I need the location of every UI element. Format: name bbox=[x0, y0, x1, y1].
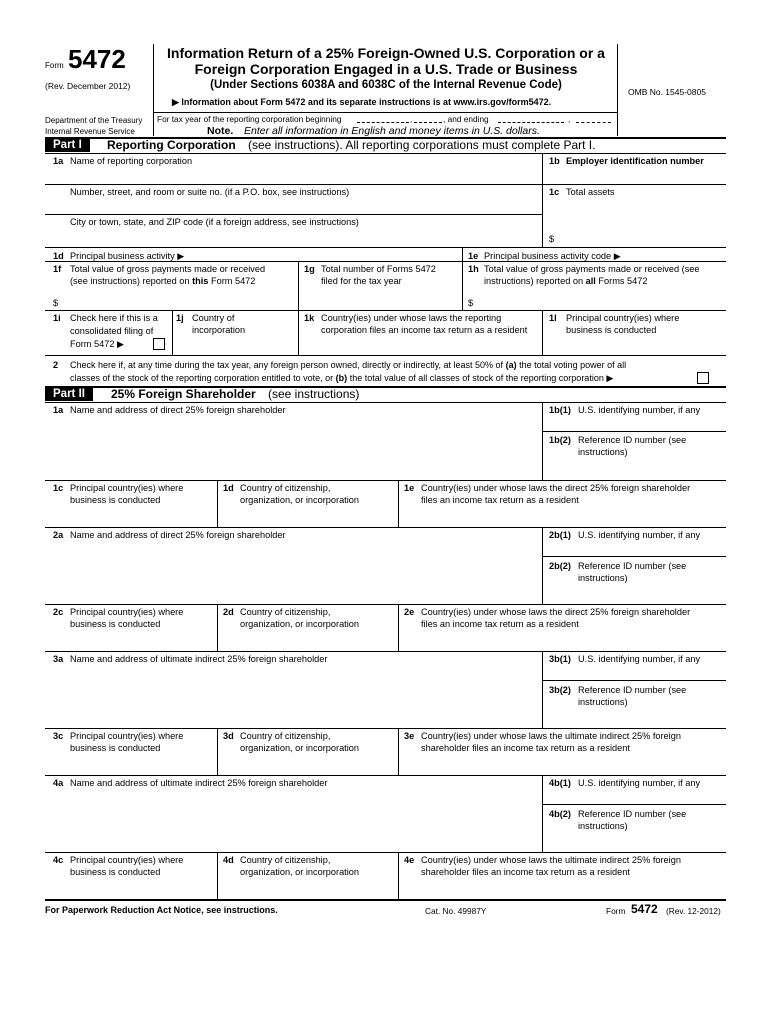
s1-d-line1: Country of citizenship, bbox=[240, 483, 331, 493]
s2-d-line1: Country of citizenship, bbox=[240, 607, 331, 617]
s4-c-line2: business is conducted bbox=[70, 867, 161, 877]
s4-a-label: Name and address of ultimate indirect 25% foreign shareholder bbox=[70, 778, 328, 788]
f1i-line1: Check here if this is a bbox=[70, 313, 158, 323]
s3-us-id-field[interactable] bbox=[543, 665, 726, 680]
form-number: 5472 bbox=[68, 44, 126, 74]
s2-citizenship-field[interactable] bbox=[218, 631, 398, 651]
number-of-forms-field[interactable] bbox=[300, 295, 460, 309]
s3-b2-line2: instructions) bbox=[578, 697, 628, 707]
f1l-line2: business is conducted bbox=[566, 325, 657, 335]
f2-num: 2 bbox=[53, 360, 59, 370]
footer-revision: (Rev. 12-2012) bbox=[666, 906, 721, 916]
comma-2: , bbox=[568, 114, 571, 124]
f1a-label: Name of reporting corporation bbox=[70, 156, 193, 166]
f1f-dollar: $ bbox=[53, 298, 59, 308]
s1-a-label: Name and address of direct 25% foreign shareholder bbox=[70, 405, 286, 415]
s1-a-num: 1a bbox=[53, 405, 64, 415]
s3-d-num: 3d bbox=[223, 731, 234, 741]
form-revision: (Rev. December 2012) bbox=[45, 81, 131, 91]
principal-country-field[interactable] bbox=[544, 337, 726, 354]
f1l-line1: Principal country(ies) where bbox=[566, 313, 680, 323]
f1i-line2: consolidated filing of bbox=[70, 326, 154, 336]
s2-d-num: 2d bbox=[223, 607, 234, 617]
f2-line2 bbox=[70, 372, 613, 384]
s1-citizenship-field[interactable] bbox=[218, 507, 398, 527]
street-label: Number, street, and room or suite no. (if a P.O. box, see instructions) bbox=[70, 187, 350, 197]
omb-number: OMB No. 1545-0805 bbox=[628, 87, 706, 97]
and-ending-label: , and ending bbox=[443, 114, 489, 124]
f1c-label: Total assets bbox=[566, 187, 615, 197]
f2-line1 bbox=[70, 359, 626, 371]
principal-activity-field[interactable] bbox=[190, 249, 460, 261]
s2-b1-label: U.S. identifying number, if any bbox=[578, 530, 701, 540]
f2-a: (a) bbox=[505, 360, 517, 370]
s3-tax-residence-field[interactable] bbox=[399, 755, 726, 775]
f1i-num: 1i bbox=[53, 313, 61, 323]
s4-principal-country-field[interactable] bbox=[45, 879, 217, 898]
activity-code-field[interactable] bbox=[640, 249, 725, 261]
s2-ref-id-field[interactable] bbox=[543, 585, 726, 603]
s2-d-line2: organization, or incorporation bbox=[240, 619, 359, 629]
s1-d-line2: organization, or incorporation bbox=[240, 495, 359, 505]
s1-us-id-field[interactable] bbox=[543, 416, 726, 431]
s1-d-num: 1d bbox=[223, 483, 234, 493]
f2-line1a: Check here if, at any time during the tax year, any foreign person owned, directly or indirectly, at least 50% of bbox=[70, 360, 504, 370]
s1-name-address-field[interactable] bbox=[45, 416, 542, 479]
f1b-num: 1b bbox=[549, 156, 560, 166]
s3-c-line2: business is conducted bbox=[70, 743, 161, 753]
f1g-line2: filed for the tax year bbox=[321, 276, 402, 286]
s2-b2-line2: instructions) bbox=[578, 573, 628, 583]
s1-b2-line1: Reference ID number (see bbox=[578, 435, 687, 445]
s2-b1-num: 2b(1) bbox=[549, 530, 571, 540]
s4-b2-line1: Reference ID number (see bbox=[578, 809, 687, 819]
f1f-this: this bbox=[192, 276, 209, 286]
s3-b1-label: U.S. identifying number, if any bbox=[578, 654, 701, 664]
city-field[interactable] bbox=[45, 228, 542, 247]
f1k-line2: corporation files an income tax return as a resident bbox=[321, 325, 528, 335]
s1-e-line1: Country(ies) under whose laws the direct 25% foreign shareholder bbox=[421, 483, 691, 493]
s3-ref-id-field[interactable] bbox=[543, 709, 726, 727]
s3-e-line1: Country(ies) under whose laws the ultimate indirect 25% foreign bbox=[421, 731, 681, 741]
s4-name-address-field[interactable] bbox=[45, 789, 542, 851]
f1h-line1: Total value of gross payments made or received (see bbox=[484, 264, 700, 274]
s3-b2-line1: Reference ID number (see bbox=[578, 685, 687, 695]
form-title-line1: Information Return of a 25% Foreign-Owned U.S. Corporation or a bbox=[167, 45, 605, 61]
f1l-num: 1l bbox=[549, 313, 557, 323]
tax-year-end-field[interactable] bbox=[498, 122, 564, 123]
s2-e-num: 2e bbox=[404, 607, 415, 617]
f2-line2c: the total value of all classes of stock of the reporting corporation ▶ bbox=[349, 373, 614, 383]
s4-b1-num: 4b(1) bbox=[549, 778, 571, 788]
s4-us-id-field[interactable] bbox=[543, 789, 726, 804]
s3-b2-num: 3b(2) bbox=[549, 685, 571, 695]
note-text: Enter all information in English and money items in U.S. dollars. bbox=[244, 125, 540, 137]
gross-payments-all-field[interactable] bbox=[477, 295, 725, 309]
footer-form-number: 5472 bbox=[631, 902, 658, 916]
part2-label: Part II bbox=[45, 388, 93, 401]
f1a-num: 1a bbox=[53, 156, 64, 166]
part2-title: 25% Foreign Shareholder bbox=[111, 387, 256, 401]
f1f-line2c: Form 5472 bbox=[210, 276, 256, 286]
s3-e-num: 3e bbox=[404, 731, 415, 741]
f1h-dollar: $ bbox=[468, 298, 474, 308]
s4-b2-num: 4b(2) bbox=[549, 809, 571, 819]
f1h-line2 bbox=[484, 275, 647, 287]
f1f-line2 bbox=[70, 275, 255, 287]
s4-d-line2: organization, or incorporation bbox=[240, 867, 359, 877]
irs-label: Internal Revenue Service bbox=[45, 127, 135, 136]
comma-1: , bbox=[410, 114, 413, 124]
f1f-line2a: (see instructions) reported on bbox=[70, 276, 190, 286]
country-incorporation-field[interactable] bbox=[174, 337, 296, 354]
consolidated-filing-checkbox[interactable] bbox=[153, 338, 165, 350]
s3-a-label: Name and address of ultimate indirect 25% foreign shareholder bbox=[70, 654, 328, 664]
s2-tax-residence-field[interactable] bbox=[399, 631, 726, 651]
s4-c-line1: Principal country(ies) where bbox=[70, 855, 184, 865]
f1e-num: 1e bbox=[468, 251, 479, 261]
note-label: Note. bbox=[207, 125, 234, 137]
s4-b1-label: U.S. identifying number, if any bbox=[578, 778, 701, 788]
f1j-line1: Country of bbox=[192, 313, 235, 323]
s2-c-line1: Principal country(ies) where bbox=[70, 607, 184, 617]
f1j-num: 1j bbox=[176, 313, 184, 323]
s2-e-line2: files an income tax return as a resident bbox=[421, 619, 579, 629]
s3-c-line1: Principal country(ies) where bbox=[70, 731, 184, 741]
f1d-num: 1d bbox=[53, 251, 64, 261]
street-field[interactable] bbox=[45, 198, 542, 214]
s3-citizenship-field[interactable] bbox=[218, 755, 398, 775]
s3-d-line2: organization, or incorporation bbox=[240, 743, 359, 753]
s4-e-num: 4e bbox=[404, 855, 415, 865]
s4-tax-residence-field[interactable] bbox=[399, 879, 726, 898]
foreign-owned-50-checkbox[interactable] bbox=[697, 372, 709, 384]
f1k-num: 1k bbox=[304, 313, 315, 323]
tax-year-label: For tax year of the reporting corporation beginning bbox=[157, 114, 342, 124]
f1g-num: 1g bbox=[304, 264, 315, 274]
s3-principal-country-field[interactable] bbox=[45, 755, 217, 775]
s1-b2-num: 1b(2) bbox=[549, 435, 571, 445]
s2-a-num: 2a bbox=[53, 530, 64, 540]
city-label: City or town, state, and ZIP code (if a foreign address, see instructions) bbox=[70, 217, 359, 227]
part2-title-rest: (see instructions) bbox=[268, 387, 360, 401]
s1-c-line2: business is conducted bbox=[70, 495, 161, 505]
f1f-num: 1f bbox=[53, 264, 62, 274]
dept-treasury: Department of the Treasury bbox=[45, 116, 143, 125]
paperwork-notice: For Paperwork Reduction Act Notice, see instructions. bbox=[45, 905, 278, 915]
s2-c-line2: business is conducted bbox=[70, 619, 161, 629]
s1-b2-line2: instructions) bbox=[578, 447, 628, 457]
s4-e-line1: Country(ies) under whose laws the ultimate indirect 25% foreign bbox=[421, 855, 681, 865]
s1-e-line2: files an income tax return as a resident bbox=[421, 495, 579, 505]
f1h-num: 1h bbox=[468, 264, 479, 274]
gross-payments-this-field[interactable] bbox=[62, 295, 296, 309]
f1j-line2: incorporation bbox=[192, 325, 246, 335]
form-subtitle: (Under Sections 6038A and 6038C of the Internal Revenue Code) bbox=[210, 79, 562, 91]
s3-name-address-field[interactable] bbox=[45, 665, 542, 727]
form-word: Form bbox=[45, 61, 64, 70]
part1-title-rest: (see instructions). All reporting corporations must complete Part I. bbox=[248, 138, 596, 152]
s3-b1-num: 3b(1) bbox=[549, 654, 571, 664]
tax-residence-country-field[interactable] bbox=[300, 337, 540, 354]
s1-e-num: 1e bbox=[404, 483, 415, 493]
s3-e-line2: shareholder files an income tax return as a resident bbox=[421, 743, 630, 753]
f1b-label: Employer identification number bbox=[566, 156, 704, 166]
f1c-num: 1c bbox=[549, 187, 560, 197]
form-title-line2: Foreign Corporation Engaged in a U.S. Trade or Business bbox=[194, 61, 578, 77]
f1e-label: Principal business activity code ▶ bbox=[484, 251, 621, 261]
s2-e-line1: Country(ies) under whose laws the direct 25% foreign shareholder bbox=[421, 607, 691, 617]
total-assets-dollar: $ bbox=[549, 234, 555, 244]
f1g-line1: Total number of Forms 5472 bbox=[321, 264, 436, 274]
catalog-number: Cat. No. 49987Y bbox=[425, 906, 487, 916]
s4-c-num: 4c bbox=[53, 855, 64, 865]
s1-b1-num: 1b(1) bbox=[549, 405, 571, 415]
f1i-line3: Form 5472 ▶ bbox=[70, 339, 125, 349]
s1-b1-label: U.S. identifying number, if any bbox=[578, 405, 701, 415]
s2-c-num: 2c bbox=[53, 607, 64, 617]
s2-b2-num: 2b(2) bbox=[549, 561, 571, 571]
tax-year-begin-year-field[interactable] bbox=[414, 122, 442, 123]
s3-d-line1: Country of citizenship, bbox=[240, 731, 331, 741]
s2-b2-line1: Reference ID number (see bbox=[578, 561, 687, 571]
s3-c-num: 3c bbox=[53, 731, 64, 741]
s2-us-id-field[interactable] bbox=[543, 541, 726, 556]
s2-name-address-field[interactable] bbox=[45, 541, 542, 603]
s1-ref-id-field[interactable] bbox=[543, 459, 726, 479]
f1h-all: all bbox=[585, 276, 596, 286]
f1k-line1: Country(ies) under whose laws the reporting bbox=[321, 313, 502, 323]
s1-c-num: 1c bbox=[53, 483, 64, 493]
s4-d-num: 4d bbox=[223, 855, 234, 865]
s2-principal-country-field[interactable] bbox=[45, 631, 217, 651]
f1h-line2a: instructions) reported on bbox=[484, 276, 584, 286]
s4-a-num: 4a bbox=[53, 778, 64, 788]
f2-line1c: the total voting power of all bbox=[519, 360, 627, 370]
tax-year-end-year-field[interactable] bbox=[576, 122, 611, 123]
f1f-line1: Total value of gross payments made or received bbox=[70, 264, 266, 274]
s4-d-line1: Country of citizenship, bbox=[240, 855, 331, 865]
part1-label: Part I bbox=[45, 139, 90, 152]
total-assets-field[interactable] bbox=[558, 230, 724, 246]
s1-c-line1: Principal country(ies) where bbox=[70, 483, 184, 493]
tax-year-begin-field[interactable] bbox=[357, 122, 409, 123]
s2-a-label: Name and address of direct 25% foreign shareholder bbox=[70, 530, 286, 540]
f1d-label: Principal business activity ▶ bbox=[70, 251, 185, 261]
info-line: ▶ Information about Form 5472 and its separate instructions is at www.irs.gov/form5472. bbox=[172, 97, 552, 107]
footer-form-word: Form bbox=[606, 906, 626, 916]
ein-field[interactable] bbox=[543, 167, 726, 184]
s4-b2-line2: instructions) bbox=[578, 821, 628, 831]
s4-ref-id-field[interactable] bbox=[543, 833, 726, 851]
s4-citizenship-field[interactable] bbox=[218, 879, 398, 898]
s1-principal-country-field[interactable] bbox=[45, 507, 217, 527]
s4-e-line2: shareholder files an income tax return as a resident bbox=[421, 867, 630, 877]
s3-a-num: 3a bbox=[53, 654, 64, 664]
f2-b: (b) bbox=[335, 373, 348, 383]
f1h-line2c: Forms 5472 bbox=[598, 276, 648, 286]
f2-line2a: classes of the stock of the reporting corporation entitled to vote, or bbox=[70, 373, 334, 383]
part1-title: Reporting Corporation bbox=[107, 138, 236, 152]
s1-tax-residence-field[interactable] bbox=[399, 507, 726, 527]
